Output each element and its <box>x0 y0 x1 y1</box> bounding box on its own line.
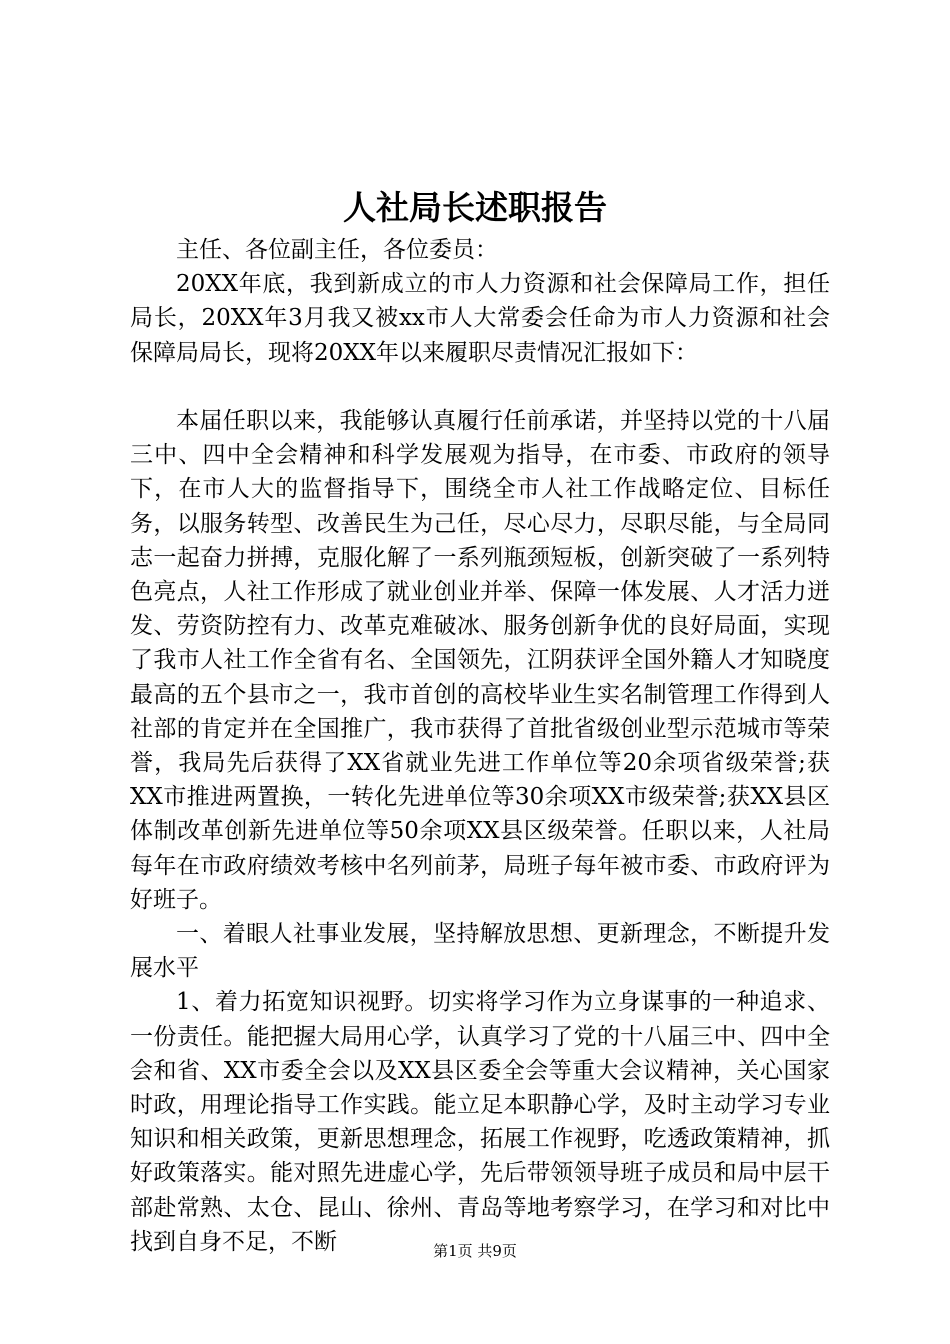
subsection-paragraph-1: 1、着力拓宽知识视野。切实将学习作为立身谋事的一种追求、一份责任。能把握大局用心学，认真学习了党的十八届三中、四中全会和省、XX市委全会以及XX县区委全会等重大会议精神，关心国家时政，用理论指导工作实践。能立足本职静心学，及时主动学习专业知识和相关政策，更新思想理念，拓展工作视野，吃透政策精神，抓好政策落实。能对照先进虚心学，先后带领领导班子成员和局中层干部赴常熟、太仓、昆山、徐州、青岛等地考察学习，在学习和对比中找到自身不足，不断 <box>130 989 830 1255</box>
section-heading-1: 一、着眼人社事业发展，坚持解放思想、更新理念，不断提升发展水平 <box>130 921 830 982</box>
intro-paragraph: 20XX年底，我到新成立的市人力资源和社会保障局工作，担任局长，20XX年3月我又被xx市人大常委会任命为市人力资源和社会保障局局长，现将20XX年以来履职尽责情况汇报如下： <box>130 271 830 366</box>
page-footer: 第1页 共9页 <box>433 1242 517 1260</box>
summary-paragraph: 本届任职以来，我能够认真履行任前承诺，并坚持以党的十八届三中、四中全会精神和科学发展观为指导，在市委、市政府的领导下，在市人大的监督指导下，围绕全市人社工作战略定位、目标任务，以服务转型、改善民生为己任，尽心尽力，尽职尽能，与全局同志一起奋力拼搏，克服化解了一系列瓶颈短板，创新突破了一系列特色亮点，人社工作形成了就业创业并举、保障一体发展、人才活力迸发、劳资防控有力、改革克难破冰、服务创新争优的良好局面，实现了我市人社工作全省有名、全国领先，江阴获评全国外籍人才知晓度最高的五个县市之一，我市首创的高校毕业生实名制管理工作得到人社部的肯定并在全国推广，我市获得了首批省级创业型示范城市等荣誉，我局先后获得了XX省就业先进工作单位等20余项省级荣誉;获XX市推进两置换，一转化先进单位等30余项XX市级荣誉;获XX县区体制改革创新先进单位等50余项XX县区级荣誉。任职以来，人社局每年在市政府绩效考核中名列前茅，局班子每年被市委、市政府评为好班子。 <box>130 408 830 913</box>
document-title: 人社局长述职报告 <box>343 188 607 227</box>
document-body <box>130 233 830 1259</box>
salutation-paragraph: 主任、各位副主任，各位委员： <box>176 237 498 263</box>
